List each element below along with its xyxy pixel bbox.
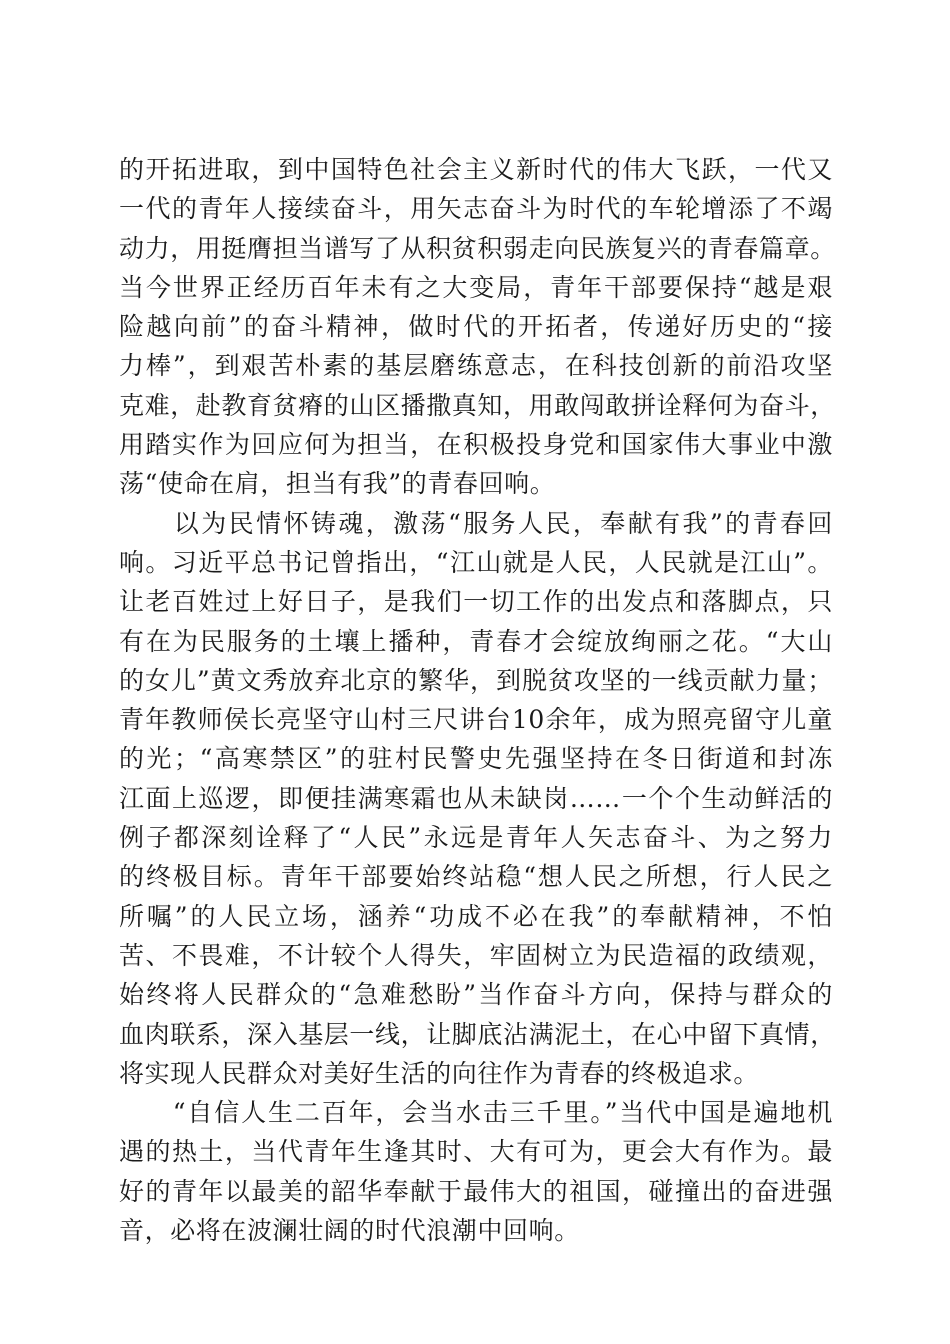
text-line: 的终极目标。青年干部要始终站稳“想人民之所想，行人民之 — [119, 862, 833, 892]
text-line: 用踏实作为回应何为担当，在积极投身党和国家伟大事业中激 — [119, 430, 833, 460]
text-line: 音，必将在波澜壮阔的时代浪潮中回响。 — [119, 1216, 580, 1246]
text-line: 以为民情怀铸魂，激荡“服务人民，奉献有我”的青春回 — [119, 508, 833, 538]
text-line: 险越向前”的奋斗精神，做时代的开拓者，传递好历史的“接 — [119, 312, 833, 342]
text-line: 江面上巡逻，即便挂满寒霜也从未缺岗……一个个生动鲜活的 — [119, 783, 833, 813]
text-line: 响。习近平总书记曾指出，“江山就是人民，人民就是江山”。 — [119, 547, 833, 577]
text-line: 血肉联系，深入基层一线，让脚底沾满泥土，在心中留下真情， — [119, 1019, 836, 1049]
text-line: 荡“使命在肩，担当有我”的青春回响。 — [119, 469, 556, 499]
text-line: 让老百姓过上好日子，是我们一切工作的出发点和落脚点，只 — [119, 587, 833, 617]
text-line: 一代的青年人接续奋斗，用矢志奋斗为时代的车轮增添了不竭 — [119, 194, 833, 224]
text-line: 青年教师侯长亮坚守山村三尺讲台10余年，成为照亮留守儿童 — [119, 705, 833, 735]
text-line: 所嘱”的人民立场，涵养“功成不必在我”的奉献精神，不怕 — [119, 901, 833, 931]
body-text — [119, 150, 836, 1250]
text-line: 苦、不畏难，不计较个人得失，牢固树立为民造福的政绩观， — [119, 940, 833, 970]
text-line: 的开拓进取，到中国特色社会主义新时代的伟大飞跃，一代又 — [119, 155, 833, 184]
text-line: 当今世界正经历百年未有之大变局，青年干部要保持“越是艰 — [119, 272, 833, 302]
text-line: “自信人生二百年，会当水击三千里。”当代中国是遍地机 — [119, 1098, 833, 1128]
text-line: 将实现人民群众对美好生活的向往作为青春的终极追求。 — [119, 1058, 760, 1088]
text-line: 始终将人民群众的“急难愁盼”当作奋斗方向，保持与群众的 — [119, 980, 833, 1010]
text-line: 克难，赴教育贫瘠的山区播撒真知，用敢闯敢拼诠释何为奋斗， — [119, 390, 836, 420]
text-line: 有在为民服务的土壤上播种，青春才会绽放绚丽之花。“大山 — [119, 626, 833, 656]
text-line: 动力，用挺膺担当谱写了从积贫积弱走向民族复兴的青春篇章。 — [119, 233, 836, 263]
text-line: 例子都深刻诠释了“人民”永远是青年人矢志奋斗、为之努力 — [119, 823, 833, 853]
text-line: 好的青年以最美的韶华奉献于最伟大的祖国，碰撞出的奋进强 — [119, 1176, 833, 1206]
text-line: 力棒”，到艰苦朴素的基层磨练意志，在科技创新的前沿攻坚 — [119, 351, 833, 381]
text-line: 的女儿”黄文秀放弃北京的繁华，到脱贫攻坚的一线贡献力量； — [119, 665, 833, 695]
text-line: 遇的热土，当代青年生逢其时、大有可为，更会大有作为。最 — [119, 1137, 833, 1167]
text-line: 的光；“高寒禁区”的驻村民警史先强坚持在冬日街道和封冻 — [119, 744, 833, 774]
